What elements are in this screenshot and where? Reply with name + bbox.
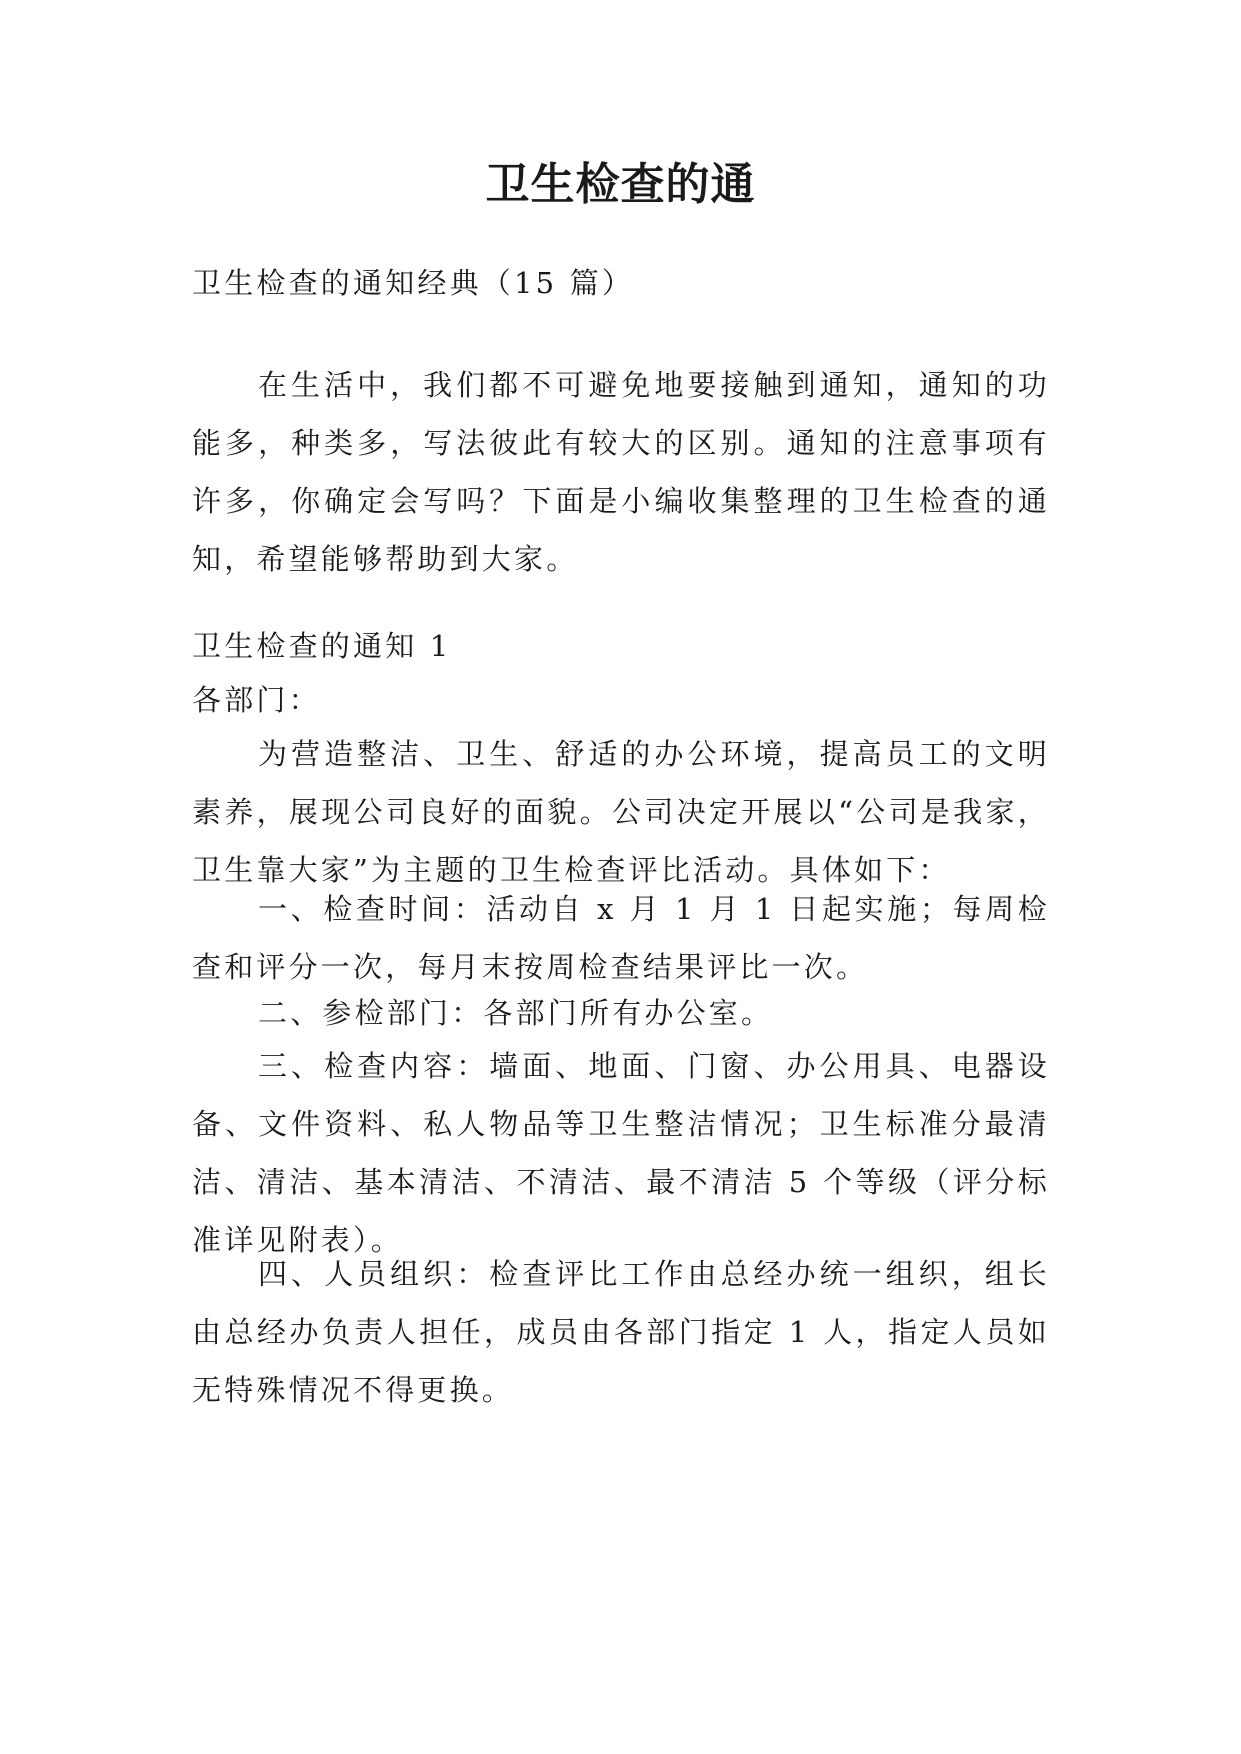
salutation: 各部门： [192,683,321,717]
paragraph-inspection-content: 三、检查内容：墙面、地面、门窗、办公用具、电器设备、文件资料、私人物品等卫生整洁情况；卫生标准分最清洁、清洁、基本清洁、不清洁、最不清洁 5 个等级（评分标准详见附表）。 [192,1049,1050,1257]
paragraph-inspection-time: 一、检查时间：活动自 x 月 1 月 1 日起实施；每周检查和评分一次，每月末按周检查结果评比一次。 [192,892,1050,984]
document-title: 卫生检查的通 [485,159,756,210]
intro-paragraph: 在生活中，我们都不可避免地要接触到通知，通知的功能多，种类多，写法彼此有较大的区别。通知的注意事项有许多，你确定会写吗？下面是小编收集整理的卫生检查的通知，希望能够帮助到大家。 [192,368,1050,576]
document-subtitle: 卫生检查的通知经典（15 篇） [192,266,635,300]
paragraph-departments: 二、参检部门：各部门所有办公室。 [258,996,774,1030]
section-heading: 卫生检查的通知 1 [192,629,452,663]
paragraph-purpose: 为营造整洁、卫生、舒适的办公环境，提高员工的文明素养，展现公司良好的面貌。公司决定开展以“公司是我家，卫生靠大家”为主题的卫生检查评比活动。具体如下： [192,737,1050,887]
paragraph-personnel: 四、人员组织：检查评比工作由总经办统一组织，组长由总经办负责人担任，成员由各部门指定 1 人，指定人员如无特殊情况不得更换。 [192,1257,1050,1407]
